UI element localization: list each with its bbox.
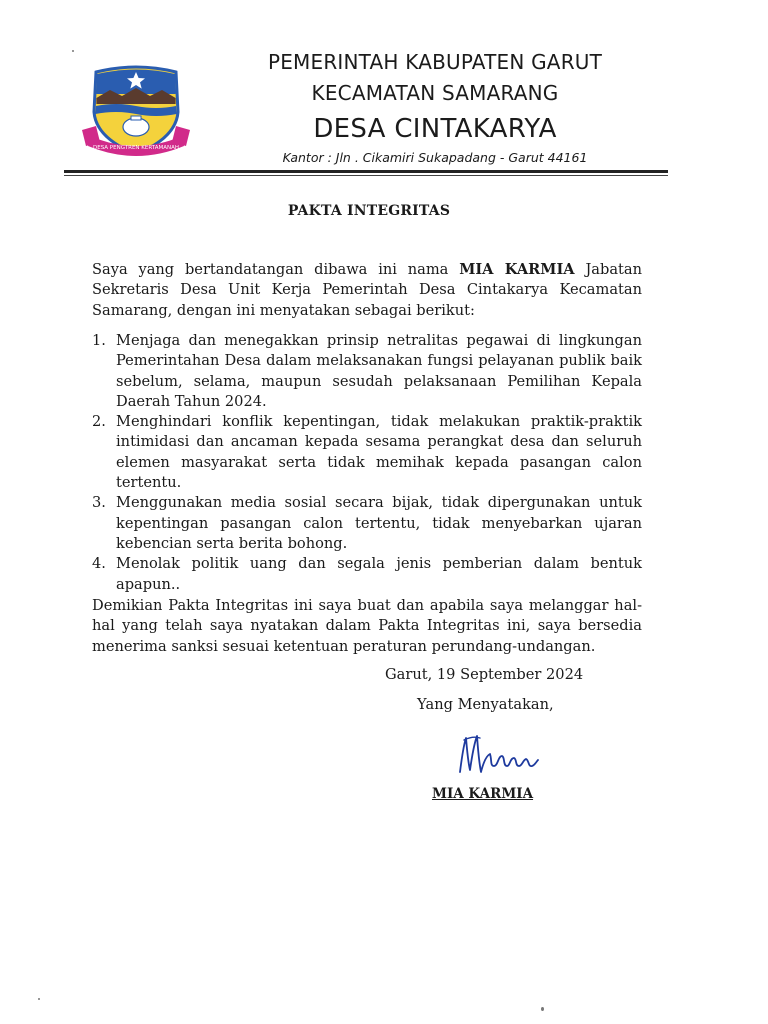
intro-paragraph — [92, 260, 642, 321]
scan-speck — [38, 998, 40, 1000]
list-item — [92, 331, 642, 412]
list-item-text: Menjaga dan menegakkan prinsip netralitas pegawai di lingkungan Pemerintahan Desa dalam melaksanakan fungsi pelayanan publik baik sebelum, selama, maupun sesudah pelaksanaan Pemilihan Kepala Daerah Tahun 2024. — [116, 332, 642, 410]
list-item — [92, 412, 642, 493]
closing-paragraph: Demikian Pakta Integritas ini saya buat dan apabila saya melanggar hal-hal yang telah saya nyatakan dalam Pakta Integritas ini, saya bersedia menerima sanksi sesuai ketentuan peraturan perundang-undangan. — [92, 597, 642, 655]
intro-name: MIA KARMIA — [459, 261, 575, 278]
list-item-text: Menggunakan media sosial secara bijak, tidak dipergunakan untuk kepentingan pasangan calon tertentu, tidak menyebarkan ujaran kebencian serta berita bohong. — [116, 494, 642, 552]
list-item — [92, 493, 642, 554]
list-item — [92, 554, 642, 595]
list-item-text: Menghindari konflik kepentingan, tidak melakukan praktik-praktik intimidasi dan ancaman kepada sesama perangkat desa dan seluruh elemen masyarakat serta tidak memihak kepada pasangan calon tertentu. — [116, 413, 642, 492]
list-item-number: 1. — [92, 332, 106, 349]
signer-name: MIA KARMIA — [432, 786, 534, 802]
intro-text-part1: Saya yang bertandatangan dibawa ini nama — [92, 261, 460, 278]
letterhead-district: KECAMATAN SAMARANG — [311, 81, 559, 105]
logo-motto-text: DESA PENGTREN KERTAMANAH — [92, 145, 180, 151]
letterhead-address: Kantor : Jln . Cikamiri Sukapadang - Garut 44161 — [282, 150, 588, 165]
list-item-number: 4. — [92, 555, 106, 573]
letterhead-regency: PEMERINTAH KABUPATEN GARUT — [267, 50, 603, 74]
letterhead-divider-thick — [64, 170, 668, 173]
list-item-text: Menolak politik uang dan segala jenis pemberian dalam bentuk apapun.. — [116, 555, 642, 593]
letterhead-divider-thin — [64, 175, 668, 176]
list-item-number: 3. — [92, 494, 106, 512]
declarant-label: Yang Menyatakan, — [417, 696, 554, 713]
commitment-list — [92, 331, 642, 595]
scan-speck — [541, 1007, 544, 1011]
list-item-number: 2. — [92, 413, 106, 431]
document-title: PAKTA INTEGRITAS — [287, 203, 451, 219]
handwritten-signature — [452, 726, 542, 782]
village-crest-logo — [80, 64, 192, 164]
scan-speck — [72, 50, 74, 52]
intro-text-part2: Jabatan Sekretaris Desa Unit Kerja Pemerintah Desa Cintakarya Kecamatan Samarang, dengan ini menyatakan sebagai berikut: — [92, 261, 642, 319]
letterhead-village: DESA CINTAKARYA — [313, 114, 557, 144]
place-date: Garut, 19 September 2024 — [385, 666, 584, 683]
